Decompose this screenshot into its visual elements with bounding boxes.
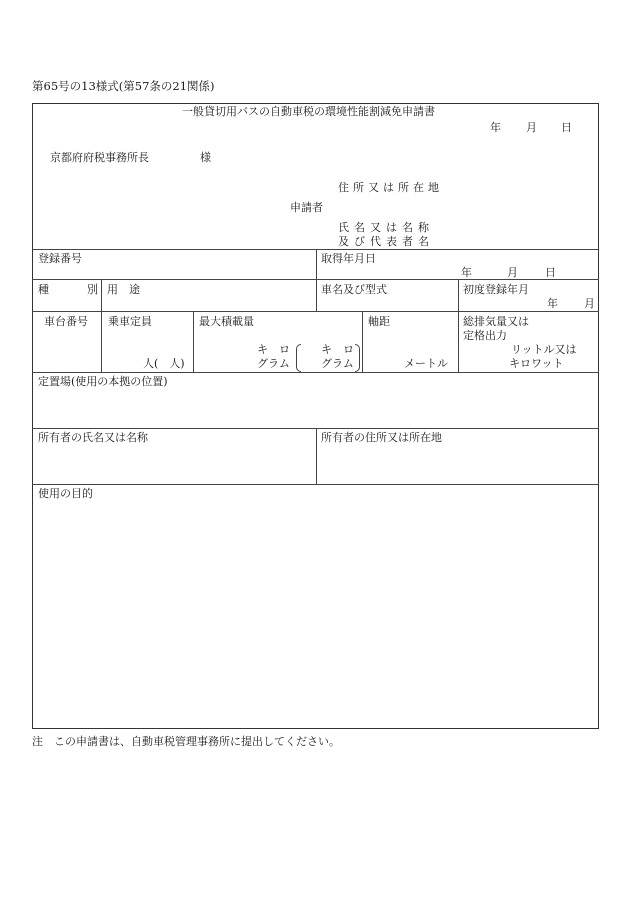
type-label-1: 種 [38,283,49,296]
registration-number-label: 登録番号 [38,252,82,265]
column-divider [193,311,194,372]
usage-label: 用 途 [107,283,140,296]
honorific: 様 [200,151,211,164]
form-title: 一般貸切用バスの自動車税の環境性能割減免申請書 [182,105,435,118]
acq-month-label: 月 [507,266,518,279]
addressee: 京都府府税事務所長 [50,151,149,164]
column-divider [101,311,102,372]
date-day-label: 日 [561,121,572,134]
meter-unit: メートル [404,357,448,370]
storage-location-label: 定置場(使用の本拠の位置) [38,375,168,388]
address-label: 住所又は所在地 [338,181,443,194]
applicant-label: 申請者 [290,201,323,214]
displacement-label-2: 定格出力 [463,329,507,342]
wheelbase-label: 軸距 [368,315,390,328]
acquisition-date-label: 取得年月日 [321,252,376,265]
first-reg-year-label: 年 [547,297,558,310]
column-divider [362,311,363,372]
column-divider [316,249,317,311]
passenger-capacity-label: 乗車定員 [108,315,152,328]
column-divider [316,428,317,484]
application-form [32,103,599,729]
row-divider [32,372,599,373]
column-divider [101,279,102,311]
date-month-label: 月 [526,121,537,134]
kilowatt-unit: キロワット [509,357,564,370]
footer-note: 注 この申請書は、自動車税管理事務所に提出してください。 [32,735,340,748]
type-label-2: 別 [87,283,98,296]
owner-name-label: 所有者の氏名又は名称 [38,431,148,444]
gram-unit-1: グラム [257,357,290,370]
row-divider [32,311,599,312]
displacement-label-1: 総排気量又は [463,315,529,328]
kilo-unit-2: キ ロ [321,343,354,356]
representative-label: 及び代表者名 [338,235,434,248]
owner-address-label: 所有者の住所又は所在地 [321,431,442,444]
acq-day-label: 日 [545,266,556,279]
open-paren [296,344,301,372]
gram-unit-2: グラム [321,357,354,370]
chassis-number-label: 車台番号 [44,315,88,328]
name-label: 氏名又は名称 [338,221,434,234]
first-registration-label: 初度登録年月 [463,283,529,296]
max-load-label: 最大積載量 [199,315,254,328]
car-name-model-label: 車名及び型式 [321,283,387,296]
row-divider [32,484,599,485]
close-paren [355,344,360,372]
purpose-label: 使用の目的 [38,487,93,500]
date-year-label: 年 [490,121,501,134]
kilo-unit-1: キ ロ [257,343,290,356]
acq-year-label: 年 [461,266,472,279]
form-number: 第65号の13様式(第57条の21関係) [32,79,215,93]
persons-unit: 人( 人) [143,357,185,370]
first-reg-month-label: 月 [584,297,595,310]
column-divider [458,279,459,372]
liter-or-unit: リットル又は [511,343,577,356]
